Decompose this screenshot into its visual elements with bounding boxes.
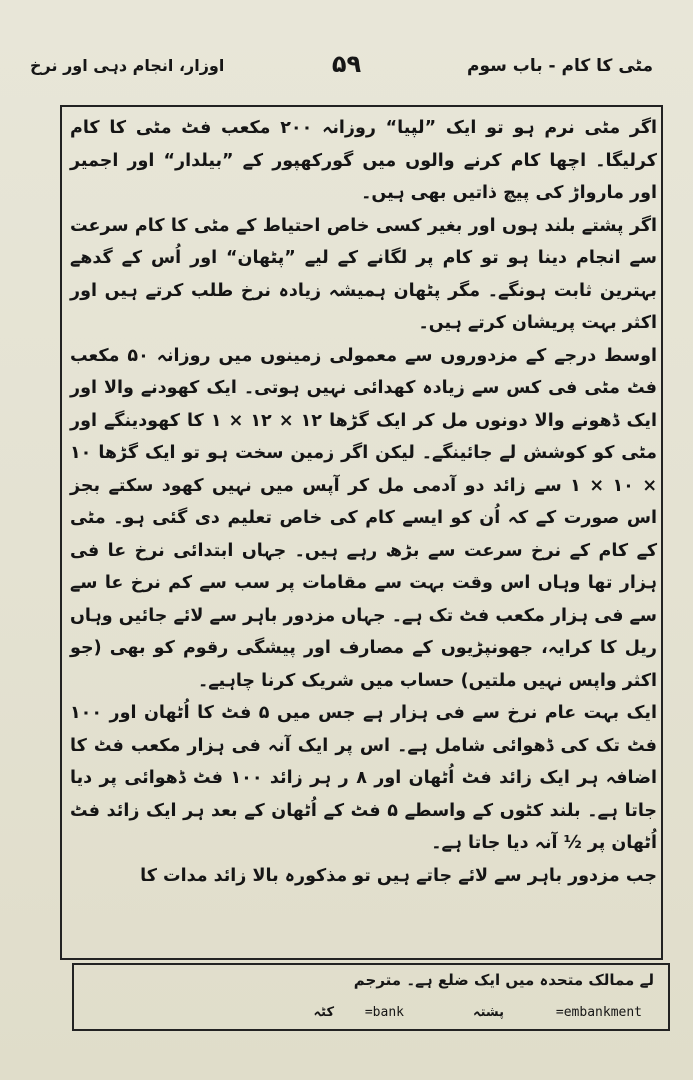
paragraph-2: اگر پشتے بلند ہوں اور بغیر کسی خاص احتیاط کے مٹی کا کام سرعت سے انجام دینا ہو تو کام پر لگانے کے لیے ”پٹھان“ اور اُس کے گدھے بہترین ثابت ہونگے۔ مگر پٹھان ہمیشہ زیادہ نرخ طلب کرتے ہیں اور اکثر بہت پریشان کرتے ہیں۔ — [70, 215, 657, 333]
footnote-box — [72, 963, 670, 1031]
footnote-text: لے ممالک متحدہ میں ایک ضلع ہے۔ مترجم — [353, 971, 654, 989]
paragraph-5: جب مزدور باہر سے لائے جاتے ہیں تو مذکورہ بالا زائد مدات کا — [140, 865, 657, 886]
glossary-embankment-ur: پشتہ — [472, 1005, 504, 1020]
footnote-glossary — [94, 1001, 654, 1025]
paragraph-3: اوسط درجے کے مزدوروں سے معمولی زمینوں میں روزانہ ۵۰ مکعب فٹ مٹی فی کس سے زیادہ کھدائی نہیں ہوتی۔ ایک کھودنے والا اور ایک ڈھونے والا دونوں مل کر ایک گڑھا ۱۲ × ۱۲ × ۱ کا کھودینگے اور مٹی کو کوشش لے جائینگے۔ لیکن اگر زمین سخت ہو تو ایک گڑھا ۱۰ × ۱۰ × ۱ سے زائد دو آدمی مل کر آپس میں نہیں کھود سکتے بجز اس صورت کے کہ اُن کو ایسے کام کی خاص تعلیم دی گئی ہو۔ مٹی کے کام کے نرخ سرعت سے بڑھ رہے ہیں۔ جہاں ابتدائی نرخ عا فی ہزار تھا وہاں اس وقت بہت سے مقامات پر سب سے کم نرخ عا سے سے فی ہزار مکعب فٹ تک ہے۔ جہاں مزدور باہر سے لائے جائیں وہاں ریل کا کرایہ، جھونپڑیوں کے مصارف اور پیشگی رقوم کو بھی (جو اکثر واپس نہیں ملتیں) حساب میں شریک کرنا چاہیے۔ — [70, 345, 657, 691]
page-header — [30, 48, 663, 92]
paragraph-4: ایک بہت عام نرخ سے فی ہزار ہے جس میں ۵ فٹ کا اُٹھان اور ۱۰۰ فٹ تک کی ڈھوائی شامل ہے۔ اس پر ایک آنہ فی ہزار مکعب فٹ کا اضافہ ہر ایک زائد فٹ اُٹھان اور ۸ ر ہر زائد ۱۰۰ فٹ ڈھوائی پر دیا جاتا ہے۔ بلند کٹوں کے واسطے ۵ فٹ کے اُٹھان کے بعد ہر ایک زائد فٹ اُٹھان پر ½ آنہ دیا جاتا ہے۔ — [70, 703, 658, 853]
paragraph-1: اگر مٹی نرم ہو تو ایک ”لپیا“ روزانہ ۲۰۰ مکعب فٹ مٹی کا کام کرلیگا۔ اچھا کام کرنے والوں میں گورکھپور کے ”بیلدار“ اور اجمیر اور مارواڑ کی پیچ ذاتیں بھی ہیں۔ — [70, 118, 657, 203]
chapter-title: مٹی کا کام - باب سوم — [467, 56, 653, 76]
glossary-embankment-en: =embankment — [555, 1005, 642, 1020]
page-number: ۵۹ — [331, 50, 362, 78]
body-text — [70, 112, 657, 892]
section-title: اوزار، انجام دہی اور نرخ — [30, 56, 225, 75]
glossary-bank-en: =bank — [364, 1005, 404, 1020]
glossary-bank-ur: کٹہ — [313, 1005, 334, 1020]
